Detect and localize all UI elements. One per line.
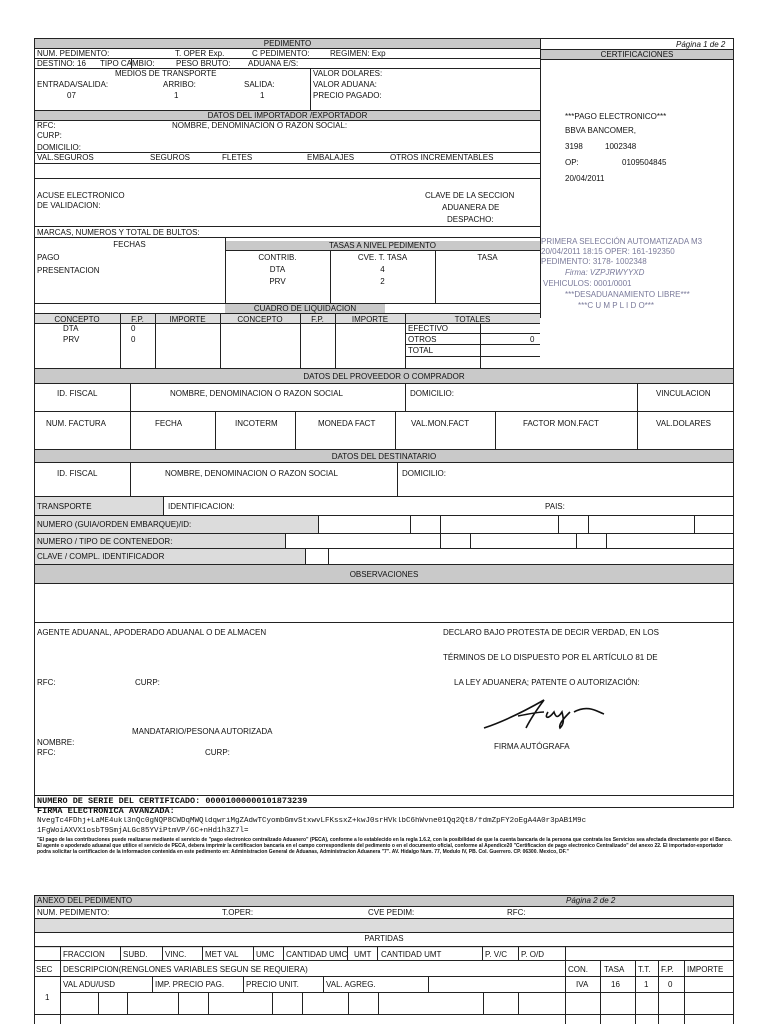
aduana-label: ADUANA E/S: [248,59,299,68]
p2-h-metval: MET VAL [205,950,239,959]
val-dolares-label: VAL.DOLARES [656,419,711,428]
numero-serie: NUMERO DE SERIE DEL CERTIFICADO: 00001000000101873239 [37,796,308,806]
efectivo-label: EFECTIVO [408,324,449,333]
otros-label: OTROS [408,335,437,344]
destino-label: DESTINO: 16 [37,59,86,68]
p2-row-con: IVA [576,980,589,989]
p2-h-con: CON. [568,965,588,974]
signature-image [478,694,608,736]
firma-autografa-label: FIRMA AUTÓGRAFA [494,742,570,751]
declaro-l1: DECLARO BAJO PROTESTA DE DECIR VERDAD, EN LOS [443,628,659,637]
fechas-title: FECHAS [113,240,146,249]
contrib-header: CONTRIB. [258,253,297,262]
p2-num-pedimento: NUM. PEDIMENTO: [37,908,110,917]
banco-name: BBVA BANCOMER, [565,126,636,135]
clave-seccion-l1: CLAVE DE LA SECCION [425,191,515,200]
p2-t-oper: T.OPER: [222,908,254,917]
p2-h-pvc: P. V/C [485,950,508,959]
clave-identificador-label: CLAVE / COMPL. IDENTIFICADOR [37,552,165,561]
liq-h-fp: F.P. [131,315,144,324]
p2-rfc: RFC: [507,908,526,917]
rfc-label: RFC: [37,121,56,130]
pais-label: PAIS: [545,502,565,511]
op-label: OP: [565,158,579,167]
page1-label: Página 1 de 2 [676,40,726,49]
agente-curp: CURP: [135,678,160,687]
declaro-l3: LA LEY ADUANERA; PATENTE O AUTORIZACIÓN: [454,678,640,687]
prov-id-fiscal: ID. FISCAL [57,389,98,398]
cert-num-1: 3198 [565,142,583,151]
otros-value: 0 [530,335,535,344]
num-pedimento-label: NUM. PEDIMENTO: [37,49,110,58]
certificaciones-title: CERTIFICACIONES [600,50,674,59]
observaciones-title: OBSERVACIONES [349,570,419,579]
acuse-label: ACUSE ELECTRONICO [37,191,125,200]
tasa-row-2-contrib: PRV [269,277,286,286]
tasa-row-1-cve: 4 [380,265,385,274]
firma-electronica-l1: NvegTc4FDhj+LaME4ukl3nQc0gNQP8CWDqMWQldqwriMgZAdwTCyombGmvStxwvLFKssxZ+kwJ0srHVklbC6hWvne01Qq2Qt8/fdmZpFY2oEgA4A0r3pAB1M9c [37,817,587,825]
seleccion-l6: ***DESADUANAMIENTO LIBRE*** [565,290,690,299]
tasa-row-1-contrib: DTA [269,265,286,274]
valor-aduana-label: VALOR ADUANA: [313,80,377,89]
seleccion-l2: 20/04/2011 18:15 OPER: 161-192350 [541,247,675,256]
liq-h-concepto: CONCEPTO [54,315,100,324]
liq-h-totales: TOTALES [454,315,491,324]
p2-h-val-agreg: VAL. AGREG. [326,980,376,989]
liquidacion-title: CUADRO DE LIQUIDACION [253,304,357,313]
medios-transporte-label: MEDIOS DE TRANSPORTE [115,69,217,78]
p2-row-fp: 0 [668,980,673,989]
proveedor-title: DATOS DEL PROVEEDOR O COMPRADOR [303,372,465,381]
agente-title: AGENTE ADUANAL, APODERADO ADUANAL O DE ALMACEN [37,628,267,637]
p2-h-cant-umt: CANTIDAD UMT [381,950,442,959]
validacion-label: DE VALIDACION: [37,201,101,210]
fecha-label: FECHA [155,419,183,428]
precio-pagado-label: PRECIO PAGADO: [313,91,382,100]
total-label: TOTAL [408,346,434,355]
dest-id-fiscal: ID. FISCAL [57,469,98,478]
page1-border [34,38,734,808]
liq-row-1-concepto: DTA [63,324,79,333]
c-pedimento-label: C PEDIMENTO: [252,49,310,58]
partidas-title: PARTIDAS [364,934,404,943]
p2-h-vinc: VINC. [165,950,187,959]
embalajes-label: EMBALAJES [307,153,355,162]
anexo-title: ANEXO DEL PEDIMENTO [37,896,133,905]
tipo-cambio-label: TIPO CAMBIO: [100,59,155,68]
pedimento-title: PEDIMENTO [263,39,312,48]
mandatario-label: MANDATARIO/PESONA AUTORIZADA [132,727,273,736]
liq-row-2-concepto: PRV [63,335,80,344]
tasa-row-2-cve: 2 [380,277,385,286]
p2-h-pod: P. O/D [521,950,544,959]
cert-fecha: 20/04/2011 [565,174,605,183]
mandatario-rfc: RFC: [37,748,56,757]
clave-seccion-l3: DESPACHO: [447,215,494,224]
seleccion-l1: PRIMERA SELECCIÓN AUTOMATIZADA M3 [541,237,703,246]
liq-h-concepto-2: CONCEPTO [237,315,283,324]
domicilio-label: DOMICILIO: [37,143,82,152]
liq-h-importe-2: IMPORTE [351,315,389,324]
firma-electronica-l2: 1FgWoiAXVX1osbT9SmjALGc85YViPtmVP/6C+nHd1h3Z7l= [37,827,249,835]
seleccion-l4: Firma: VZPJRWYYXD [565,268,645,277]
mandatario-curp: CURP: [205,748,230,757]
incoterm-label: INCOTERM [235,419,278,428]
p2-row-tasa: 16 [611,980,620,989]
cert-num-2: 1002348 [605,142,637,151]
p2-h-umt: UMT [354,950,372,959]
legal-notice: "El pago de las contribuciones puede realizarse mediante el servicio de "pago electronico centralizado Aduanero" (PECA), conforme a lo establecido en la regla 1.6.2, con la posibilidad de que la cuenta bancaria de la persona que contrata los Servicios sea afectada directamente por el Banco. El agente o apoderado aduanal que utilice el servicio de PECA, debera imprimir la certificacion bancaria en el campo correspondiente del pedimento o en el documento oficial, conforme al Apendice20 "Certificacion de pago electronico Centralizado" del anexo 22. El importador-exportador podra solicitar la certificacion de la informacion contenida en este pedimento en: Administracion General de Aduanas, Administracion Aduanera "7". AV. Hidalgo Num. 77, Modulo IV, PB. Col. Guerrero. CP. 06300. Mexico, DF." [37,837,732,855]
p2-h-fp: F.P. [661,965,674,974]
p2-h-sec: SEC [36,965,53,974]
p2-h-imp-precio: IMP. PRECIO PAG. [155,980,225,989]
marcas-label: MARCAS, NUMEROS Y TOTAL DE BULTOS: [37,228,200,237]
p2-h-descripcion: DESCRIPCION(RENGLONES VARIABLES SEGUN SE REQUIERA) [63,965,308,974]
salida-label: SALIDA: [244,80,275,89]
contenedor-label: NUMERO / TIPO DE CONTENEDOR: [37,537,173,546]
curp-label: CURP: [37,131,62,140]
entrada-salida-label: ENTRADA/SALIDA: [37,80,109,89]
liq-h-importe: IMPORTE [169,315,206,324]
dest-domicilio: DOMICILIO: [402,469,447,478]
pago-label: PAGO [37,253,60,262]
clave-seccion-l2: ADUANERA DE [442,203,500,212]
prov-domicilio: DOMICILIO: [410,389,455,398]
arribo-value: 1 [174,91,179,100]
liq-row-1-fp: 0 [131,324,136,333]
prov-nombre: NOMBRE, DENOMINACION O RAZON SOCIAL [170,389,343,398]
liq-h-fp-2: F.P. [311,315,324,324]
seleccion-l5: VEHICULOS: 0001/0001 [543,279,632,288]
p2-h-umc: UMC [256,950,275,959]
fletes-label: FLETES [222,153,253,162]
page2-label: Página 2 de 2 [566,896,616,905]
seleccion-l7: ***C U M P L I D O*** [578,301,655,310]
p2-h-fraccion: FRACCION [63,950,105,959]
otros-incrementables-label: OTROS INCREMENTABLES [390,153,494,162]
moneda-fact-label: MONEDA FACT [318,419,376,428]
p2-h-tt: T.T. [638,965,651,974]
agente-rfc: RFC: [37,678,56,687]
num-factura-label: NUM. FACTURA [46,419,106,428]
declaro-l2: TÉRMINOS DE LO DISPUESTO POR EL ARTÍCULO 81 DE [443,653,658,662]
entrada-value: 07 [67,91,76,100]
pago-electronico: ***PAGO ELECTRONICO*** [565,112,667,121]
p2-h-subd: SUBD. [123,950,148,959]
p2-row-tt: 1 [644,980,649,989]
nombre-label: NOMBRE, DENOMINACION O RAZON SOCIAL: [172,121,348,130]
arribo-label: ARRIBO: [163,80,196,89]
valor-dolares-label: VALOR DOLARES: [313,69,383,78]
val-seguros-label: VAL.SEGUROS [37,153,94,162]
p2-cve-pedim: CVE PEDIM: [368,908,415,917]
importador-title: DATOS DEL IMPORTADOR /EXPORTADOR [207,111,368,120]
mandatario-nombre: NOMBRE: [37,738,75,747]
seguros-label: SEGUROS [150,153,191,162]
cve-tasa-header: CVE. T. TASA [357,253,408,262]
guia-label: NUMERO (GUIA/ORDEN EMBARQUE)/ID: [37,520,192,529]
tasa-header: TASA [477,253,498,262]
transporte-label: TRANSPORTE [37,502,92,511]
destinatario-title: DATOS DEL DESTINATARIO [331,452,437,461]
t-oper-label: T. OPER Exp. [175,49,225,58]
p2-h-tasa: TASA [604,965,625,974]
p2-h-valadu: VAL ADU/USD [63,980,116,989]
prov-vinculacion: VINCULACION [656,389,711,398]
presentacion-label: PRESENTACION [37,266,100,275]
regimen-label: REGIMEN: Exp [330,49,386,58]
p2-h-cant-umc: CANTIDAD UMC [286,950,348,959]
val-mon-fact-label: VAL.MON.FACT [411,419,470,428]
firma-electronica-title: FIRMA ELECTRONICA AVANZADA: [37,806,175,816]
p2-row-sec: 1 [45,993,50,1002]
tasas-title: TASAS A NIVEL PEDIMENTO [329,241,436,250]
liq-row-2-fp: 0 [131,335,136,344]
identificacion-label: IDENTIFICACION: [168,502,235,511]
op-value: 0109504845 [622,158,667,167]
factor-mon-fact-label: FACTOR MON.FACT [523,419,599,428]
p2-h-importe: IMPORTE [687,965,724,974]
peso-bruto-label: PESO BRUTO: [176,59,231,68]
salida-value: 1 [260,91,265,100]
seleccion-l3: PEDIMENTO: 3178- 1002348 [541,257,647,266]
p2-h-precio-unit: PRECIO UNIT. [246,980,299,989]
dest-nombre: NOMBRE, DENOMINACION O RAZON SOCIAL [165,469,338,478]
anexo-bar [35,896,733,906]
